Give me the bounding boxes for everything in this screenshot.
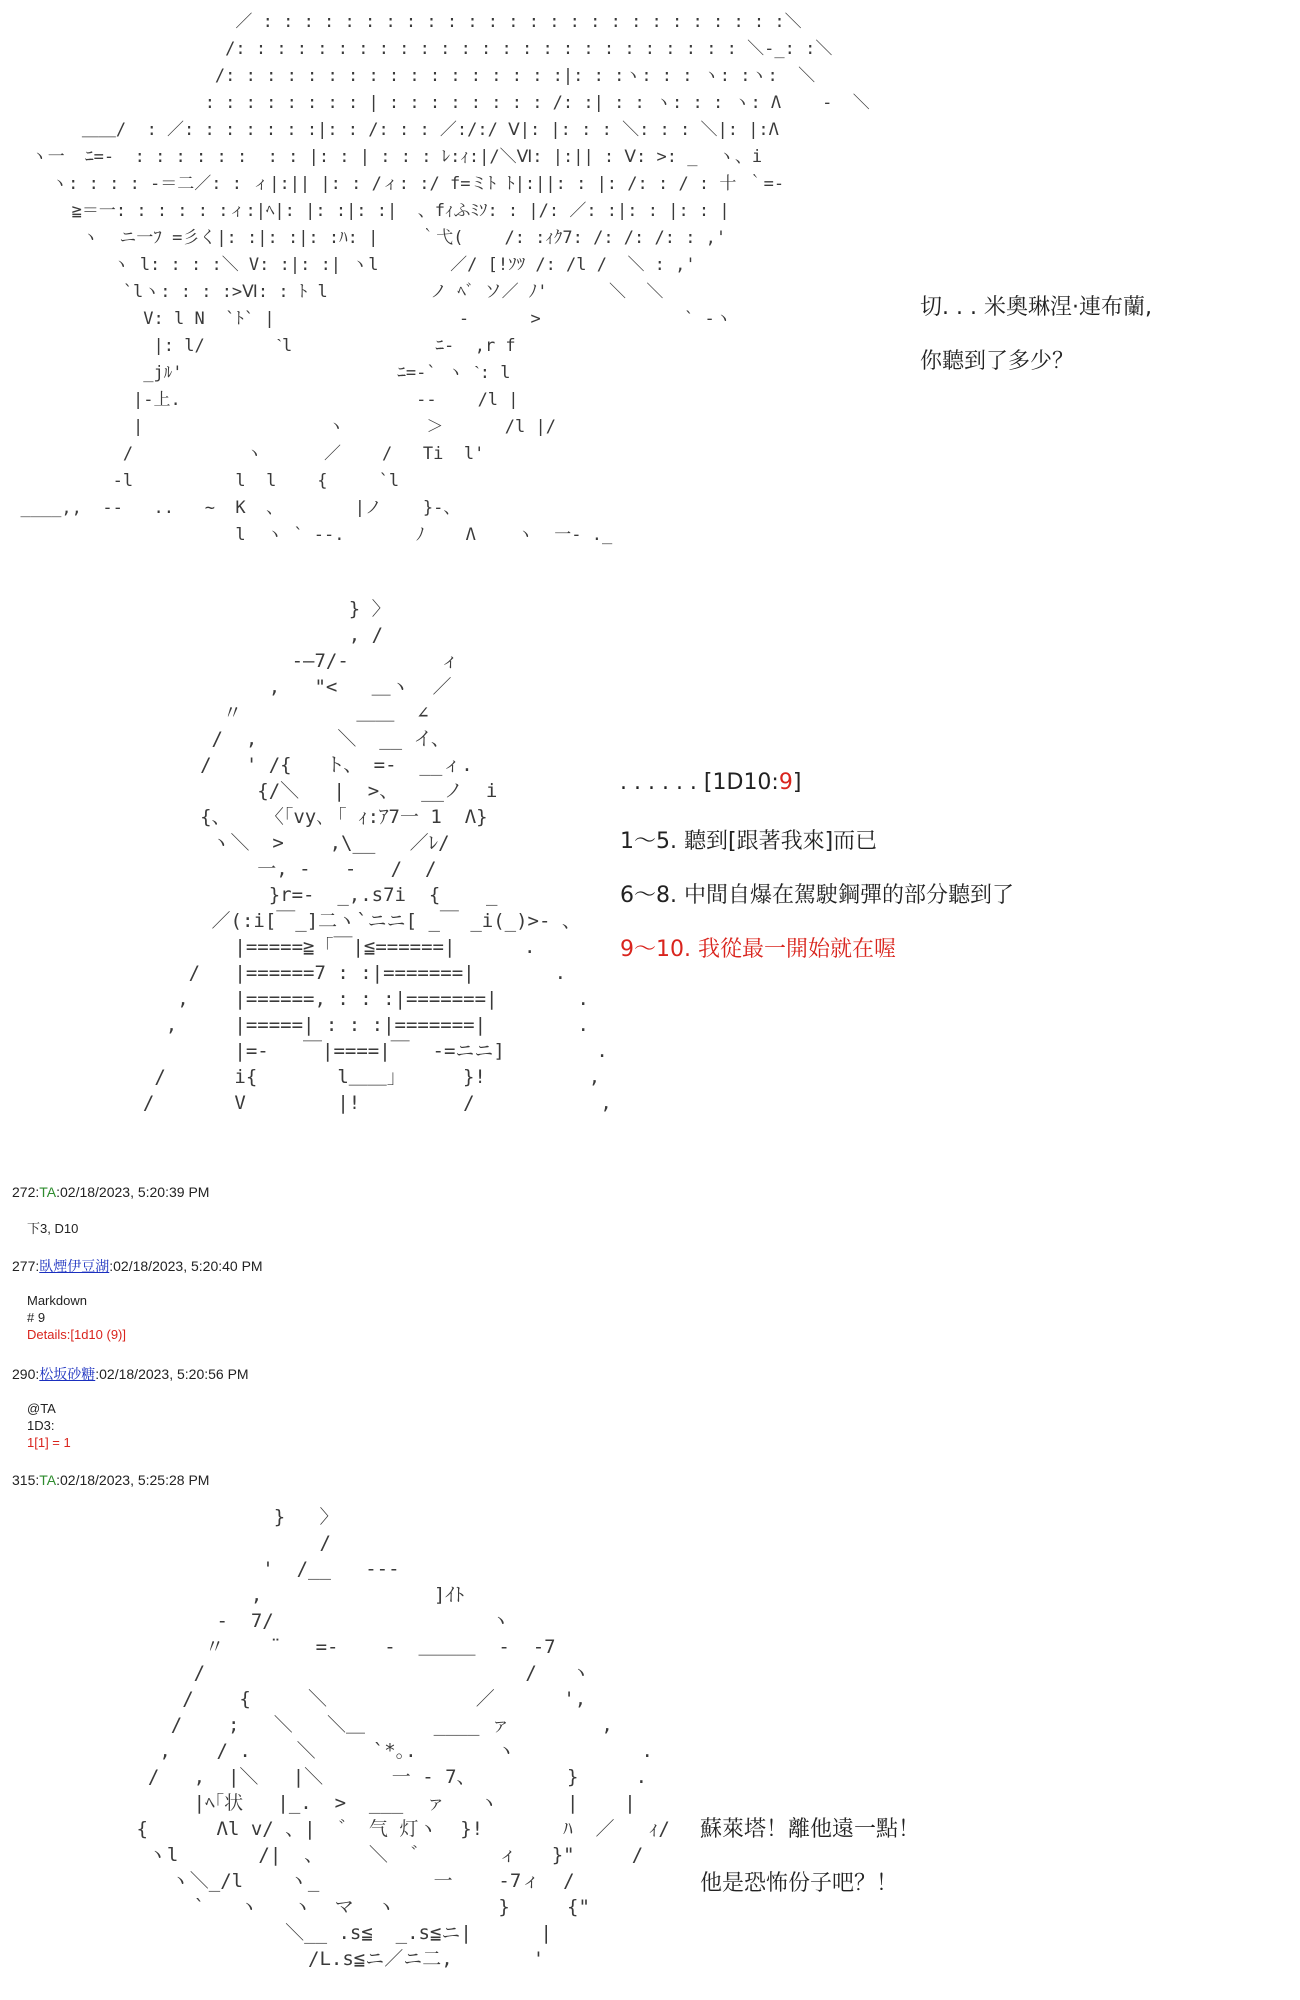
ascii-art-line: / xyxy=(125,1532,331,1554)
ascii-art-line: ≧＝一: : : : : :ィ:|ﾍ|: |: :|: :| 、fｨふﾐｿ: : |/: ／: :|: : |: : | xyxy=(0,201,730,221)
post-line: # 9 xyxy=(27,1310,46,1325)
option-line: 6～8. 中間自爆在駕駛鋼彈的部分聽到了 xyxy=(620,883,1014,908)
ascii-art-line: -l l l { `l xyxy=(0,471,400,491)
ascii-art-line: / i{ l＿＿」 }! , xyxy=(120,1066,601,1088)
post-number: 272 xyxy=(12,1184,36,1200)
ascii-art-line: V: l N `ﾄ` | - > ` -ヽ xyxy=(0,309,732,329)
ascii-art-line: / V |! / , xyxy=(120,1092,612,1114)
option-line: 1～5. 聽到[跟著我來]而已 xyxy=(620,829,878,854)
ascii-art-line: ／ : : : : : : : : : : : : : : : : : : : : : : : : : :＼ xyxy=(0,12,802,32)
ascii-art-line: 〃 ＿＿ ∠ xyxy=(120,702,429,724)
post-line: 1D3: xyxy=(27,1418,55,1433)
post-body xyxy=(27,1292,126,1343)
ascii-art-line: l ヽ ` --. ﾉ Λ ヽ 一- ._ xyxy=(0,525,613,545)
ascii-art-line: {/＼ | >、 __ノ i xyxy=(120,780,498,802)
ascii-art-line: / { ＼ ／ ', xyxy=(125,1688,587,1710)
dialogue-line: 切. . . 米奧琳涅·連布蘭, xyxy=(920,295,1152,320)
ascii-art-line: ＿＿/ : ／: : : : : : :|: : /: : : ／:/:/ Ⅴ|: |: : : ＼: : : ＼|: |:Λ xyxy=(0,120,779,140)
ascii-art-line: {、 〈｢vy､ ｢ ｨ:ｱ7一 1 Λ} xyxy=(120,806,488,828)
post-timestamp: 02/18/2023, 5:20:39 PM xyxy=(60,1184,210,1200)
post-line: Markdown xyxy=(27,1293,87,1308)
ascii-art-line: , / xyxy=(120,624,384,646)
post-line: @TA xyxy=(27,1401,56,1416)
ascii-art-line: ヽ ニ一ﾌ =彡く|: :|: :|: :ﾊ: | ｀弋( /: :ｨｸ7: /: /: /: : ,' xyxy=(0,228,727,248)
post-timestamp: 02/18/2023, 5:25:28 PM xyxy=(60,1472,210,1488)
ascii-art-line: 一, - - / / xyxy=(120,858,437,880)
ascii-art-line: /: : : : : : : : : : : : : : : : :|: : :ヽ: : : ヽ: :ヽ: ＼ xyxy=(0,66,816,86)
poster-name: TA xyxy=(39,1472,57,1488)
dice-roll-label: . . . . . . [1D10: xyxy=(620,770,779,795)
ascii-art-scene-1 xyxy=(0,12,870,569)
post-line: 下3, D10 xyxy=(27,1221,79,1236)
post-header: 272:TA:02/18/2023, 5:20:39 PM xyxy=(12,1184,210,1200)
ascii-art-line: |: l/ ˋl ﾆ- ,r f xyxy=(0,336,516,356)
ascii-art-line: ヽ: : : : -＝二／: : ィ|:|| |: : /ィ: :/ f=ミﾄ ﾄ|:||: : |: /: : / : 十 ｀=- xyxy=(0,174,785,194)
post-header: 315:TA:02/18/2023, 5:25:28 PM xyxy=(12,1472,210,1488)
ascii-art-line: / |======7 : :|=======| . xyxy=(120,962,567,984)
post-number: 290 xyxy=(12,1366,36,1382)
dice-roll-result xyxy=(620,770,801,795)
poster-name: TA xyxy=(39,1184,57,1200)
ascii-art-line: `lヽ: : : :>Ⅵ: : ﾄ l ノ ﾍﾞ ソ／ ﾉ' ＼ ＼ xyxy=(0,282,664,302)
post-line-dice: Details:[1d10 (9)] xyxy=(27,1327,126,1342)
ascii-art-line: , / . ＼ `*｡. ヽ . xyxy=(125,1740,653,1762)
ascii-art-line: }r=- _,.s7i { _ xyxy=(120,884,498,906)
ascii-art-line: |=====≧「￣|≦======| . xyxy=(120,936,536,958)
post-number: 315 xyxy=(12,1472,36,1488)
ascii-art-line: } 〉 xyxy=(125,1506,339,1528)
ascii-art-line: / , |＼ |＼ 一 - 7、 } . xyxy=(125,1766,648,1788)
ascii-art-line: - 7/ ヽ xyxy=(125,1610,511,1632)
ascii-art-line: / ; ＼ ＼＿ ____ ァ , xyxy=(125,1714,613,1736)
dialogue-line: 蘇萊塔！離他遠一點！ xyxy=(700,1817,921,1842)
ascii-art-line: , |======, : : :|=======| . xyxy=(120,988,589,1010)
post-header: 277:臥煙伊豆湖:02/18/2023, 5:20:40 PM xyxy=(12,1258,263,1274)
post-timestamp: 02/18/2023, 5:20:40 PM xyxy=(113,1258,263,1274)
ascii-art-line: / ' /{ ト、 =- __ィ. xyxy=(120,754,473,776)
ascii-art-line: / / ヽ xyxy=(125,1662,591,1684)
dialogue-line: 你聽到了多少？ xyxy=(920,349,1075,374)
ascii-art-line: |ﾍ｢状 |_. > ___ ァ ヽ | | xyxy=(125,1792,636,1814)
ascii-art-line: , |=====| : : :|=======| . xyxy=(120,1014,589,1036)
ascii-art-line: ヽl /| 、 ＼ ゛ ィ }" / xyxy=(125,1844,644,1866)
ascii-art-line: ヽ l: : : :＼ V: :|: :| ヽl ／/ [!ｿﾂ /: /l / ＼ : ,' xyxy=(0,255,696,275)
ascii-art-line: , ]ｲﾄ xyxy=(125,1584,465,1606)
ascii-art-line: 〃 ¨ =- - ＿＿＿ - -7 xyxy=(125,1636,556,1658)
ascii-art-line: : : : : : : : : | : : : : : : : : /: :| : : ヽ: : : ヽ: Λ - ＼ xyxy=(0,93,870,113)
ascii-art-line: |-上. -- /l | xyxy=(0,390,519,410)
post-body xyxy=(27,1400,71,1451)
post-header: 290:松坂砂糖:02/18/2023, 5:20:56 PM xyxy=(12,1366,249,1382)
ascii-art-line: /: : : : : : : : : : : : : : : : : : : : : : : : : ＼-_: :＼ xyxy=(0,39,833,59)
ascii-art-line: , "< ＿ヽ ／ xyxy=(120,676,452,698)
dice-roll-value: 9 xyxy=(778,770,793,795)
post-line-dice: 1[1] = 1 xyxy=(27,1435,71,1450)
post-number: 277 xyxy=(12,1258,36,1274)
poster-name-link[interactable]: 松坂砂糖 xyxy=(39,1366,96,1382)
ascii-art-line: / ヽ ／ / Ti l' xyxy=(0,444,485,464)
ascii-art-line: { Λl v/ 、| ゛ 气 灯ヽ }! ﾊ ／ ｨ/ xyxy=(125,1818,670,1840)
ascii-art-line: ____,, -- .. ~ K 、 |ノ }-、 xyxy=(0,498,461,518)
ascii-art-line: ヽ一 ﾆ=- : : : : : : : : |: : | : : : ﾚ:ｨ:|/＼Ⅵ: |:|| : Ⅴ: >: _ ヽ、i xyxy=(0,147,763,167)
ascii-art-line: ヽ＼_/l ヽ_ 一 -7ィ / xyxy=(125,1870,575,1892)
ascii-art-line: } 〉 xyxy=(120,598,391,620)
poster-name-link[interactable]: 臥煙伊豆湖 xyxy=(39,1258,110,1274)
ascii-art-line: ＼__ .s≦ _.s≦ニ| | xyxy=(125,1922,552,1944)
ascii-art-line: ヽ＼ > ,\__ ／ﾚ/ xyxy=(120,832,450,854)
ascii-art-line: -―7/- ィ xyxy=(120,650,460,672)
dialogue-line: 他是恐怖份子吧？！ xyxy=(700,1871,899,1896)
ascii-art-line: / , ＼ __ イ、 xyxy=(120,728,450,750)
option-selected: 9～10. 我從最一開始就在喔 xyxy=(620,937,896,962)
post-timestamp: 02/18/2023, 5:20:56 PM xyxy=(99,1366,249,1382)
ascii-art-line: ` ヽ ヽ マ ヽ } {" xyxy=(125,1896,590,1918)
post-body xyxy=(27,1220,78,1237)
ascii-art-scene-3 xyxy=(125,1506,670,1998)
ascii-art-line: /L.s≦ニ／ニ二, ' xyxy=(125,1948,545,1970)
ascii-art-line: |=- ￣|====|￣ -=ニニ] . xyxy=(120,1040,608,1062)
dice-roll-close: ] xyxy=(792,770,802,795)
ascii-art-line: ' /__ --- xyxy=(125,1558,400,1580)
ascii-art-line: | ヽ ＞ /l |/ xyxy=(0,417,556,437)
ascii-art-line: ／(:i[￣_]二ヽ`ニニ[ _￣ _i(_)>- 、 xyxy=(120,910,581,932)
ascii-art-scene-2 xyxy=(120,598,612,1155)
ascii-art-line: _jﾙ' ﾆ=-` ヽ ˋ: l xyxy=(0,363,511,383)
